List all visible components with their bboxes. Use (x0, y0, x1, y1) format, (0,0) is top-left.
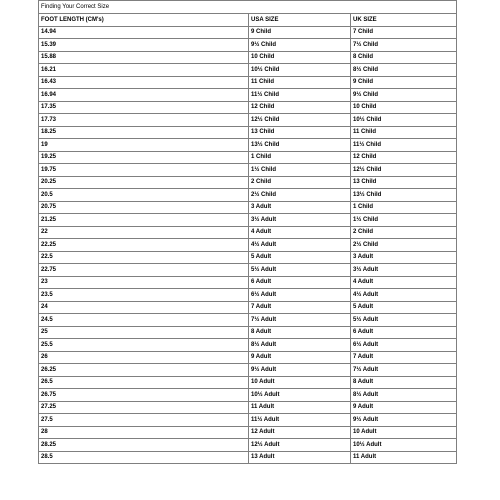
table-row (39, 164, 457, 177)
uk-size-cell: 7½ Adult (351, 364, 457, 377)
usa-size-cell: 12 Child (249, 101, 351, 114)
usa-size-cell: 12½ Adult (249, 439, 351, 452)
usa-size-cell: 10½ Child (249, 64, 351, 77)
table-row (39, 239, 457, 252)
foot-length-cell: 27.5 (39, 414, 249, 427)
uk-size-cell: 7 Adult (351, 351, 457, 364)
table-row (39, 126, 457, 139)
usa-size-cell: 9½ Adult (249, 364, 351, 377)
chart-title: Finding Your Correct Size (39, 1, 457, 14)
foot-length-cell: 23 (39, 276, 249, 289)
foot-length-cell: 19.25 (39, 151, 249, 164)
foot-length-cell: 20.75 (39, 201, 249, 214)
table-row (39, 189, 457, 202)
uk-size-cell: 6 Adult (351, 326, 457, 339)
uk-size-cell: 9½ Adult (351, 414, 457, 427)
table-row (39, 364, 457, 377)
uk-size-cell: 4½ Adult (351, 289, 457, 302)
foot-length-cell: 20.5 (39, 189, 249, 202)
table-row (39, 351, 457, 364)
foot-length-cell: 25.5 (39, 339, 249, 352)
size-chart-body (39, 1, 457, 464)
foot-length-cell: 19.75 (39, 164, 249, 177)
usa-size-cell: 7½ Adult (249, 314, 351, 327)
usa-size-cell: 1 Child (249, 151, 351, 164)
table-row (39, 314, 457, 327)
foot-length-cell: 20.25 (39, 176, 249, 189)
size-chart-table (38, 0, 457, 464)
usa-size-cell: 8 Adult (249, 326, 351, 339)
usa-size-cell: 6½ Adult (249, 289, 351, 302)
uk-size-cell: 8½ Adult (351, 389, 457, 402)
table-row (39, 389, 457, 402)
usa-size-cell: 10½ Adult (249, 389, 351, 402)
foot-length-cell: 26.75 (39, 389, 249, 402)
foot-length-cell: 18.25 (39, 126, 249, 139)
usa-size-cell: 6 Adult (249, 276, 351, 289)
table-row (39, 101, 457, 114)
foot-length-cell: 16.94 (39, 89, 249, 102)
usa-size-cell: 10 Adult (249, 376, 351, 389)
foot-length-cell: 22.5 (39, 251, 249, 264)
usa-size-cell: 7 Adult (249, 301, 351, 314)
uk-size-cell: 13½ Child (351, 189, 457, 202)
usa-size-cell: 2 Child (249, 176, 351, 189)
foot-length-cell: 16.43 (39, 76, 249, 89)
foot-length-cell: 26 (39, 351, 249, 364)
usa-size-cell: 11 Child (249, 76, 351, 89)
foot-length-cell: 22.75 (39, 264, 249, 277)
table-row (39, 139, 457, 152)
uk-size-cell: 7 Child (351, 26, 457, 39)
foot-length-cell: 22.25 (39, 239, 249, 252)
table-row (39, 39, 457, 52)
uk-size-cell: 9 Child (351, 76, 457, 89)
uk-size-cell: 11½ Child (351, 139, 457, 152)
foot-length-cell: 17.35 (39, 101, 249, 114)
foot-length-cell: 25 (39, 326, 249, 339)
foot-length-cell: 19 (39, 139, 249, 152)
foot-length-cell: 26.25 (39, 364, 249, 377)
uk-size-cell: 3 Adult (351, 251, 457, 264)
usa-size-cell: 11½ Adult (249, 414, 351, 427)
header-foot-length: FOOT LENGTH (CM's) (39, 14, 249, 27)
uk-size-cell: 12 Child (351, 151, 457, 164)
uk-size-cell: 11 Adult (351, 451, 457, 464)
title-row (39, 1, 457, 14)
foot-length-cell: 21.25 (39, 214, 249, 227)
uk-size-cell: 2½ Child (351, 239, 457, 252)
foot-length-cell: 15.39 (39, 39, 249, 52)
usa-size-cell: 3½ Adult (249, 214, 351, 227)
uk-size-cell: 8 Child (351, 51, 457, 64)
table-row (39, 451, 457, 464)
usa-size-cell: 11 Adult (249, 401, 351, 414)
foot-length-cell: 22 (39, 226, 249, 239)
table-row (39, 51, 457, 64)
table-row (39, 301, 457, 314)
uk-size-cell: 10 Child (351, 101, 457, 114)
uk-size-cell: 7½ Child (351, 39, 457, 52)
uk-size-cell: 4 Adult (351, 276, 457, 289)
table-row (39, 176, 457, 189)
foot-length-cell: 23.5 (39, 289, 249, 302)
table-row (39, 326, 457, 339)
foot-length-cell: 14.94 (39, 26, 249, 39)
table-row (39, 76, 457, 89)
usa-size-cell: 5 Adult (249, 251, 351, 264)
table-row (39, 376, 457, 389)
foot-length-cell: 28.5 (39, 451, 249, 464)
table-row (39, 414, 457, 427)
table-row (39, 251, 457, 264)
usa-size-cell: 12½ Child (249, 114, 351, 127)
usa-size-cell: 1½ Child (249, 164, 351, 177)
uk-size-cell: 10½ Adult (351, 439, 457, 452)
usa-size-cell: 9 Child (249, 26, 351, 39)
uk-size-cell: 11 Child (351, 126, 457, 139)
uk-size-cell: 6½ Adult (351, 339, 457, 352)
table-row (39, 214, 457, 227)
table-row (39, 201, 457, 214)
usa-size-cell: 8½ Adult (249, 339, 351, 352)
usa-size-cell: 9½ Child (249, 39, 351, 52)
uk-size-cell: 10 Adult (351, 426, 457, 439)
header-row (39, 14, 457, 27)
usa-size-cell: 13 Adult (249, 451, 351, 464)
usa-size-cell: 4½ Adult (249, 239, 351, 252)
table-row (39, 264, 457, 277)
uk-size-cell: 1 Child (351, 201, 457, 214)
usa-size-cell: 2½ Child (249, 189, 351, 202)
usa-size-cell: 9 Adult (249, 351, 351, 364)
uk-size-cell: 13 Child (351, 176, 457, 189)
foot-length-cell: 28 (39, 426, 249, 439)
uk-size-cell: 1½ Child (351, 214, 457, 227)
header-uk-size: UK SIZE (351, 14, 457, 27)
table-row (39, 26, 457, 39)
uk-size-cell: 10½ Child (351, 114, 457, 127)
usa-size-cell: 10 Child (249, 51, 351, 64)
table-row (39, 64, 457, 77)
usa-size-cell: 5½ Adult (249, 264, 351, 277)
usa-size-cell: 4 Adult (249, 226, 351, 239)
table-row (39, 439, 457, 452)
uk-size-cell: 5½ Adult (351, 314, 457, 327)
usa-size-cell: 11½ Child (249, 89, 351, 102)
table-row (39, 401, 457, 414)
uk-size-cell: 8 Adult (351, 376, 457, 389)
foot-length-cell: 26.5 (39, 376, 249, 389)
table-row (39, 114, 457, 127)
uk-size-cell: 2 Child (351, 226, 457, 239)
usa-size-cell: 12 Adult (249, 426, 351, 439)
table-row (39, 151, 457, 164)
uk-size-cell: 12½ Child (351, 164, 457, 177)
table-row (39, 226, 457, 239)
foot-length-cell: 24.5 (39, 314, 249, 327)
table-row (39, 89, 457, 102)
foot-length-cell: 17.73 (39, 114, 249, 127)
foot-length-cell: 16.21 (39, 64, 249, 77)
uk-size-cell: 5 Adult (351, 301, 457, 314)
foot-length-cell: 15.88 (39, 51, 249, 64)
foot-length-cell: 27.25 (39, 401, 249, 414)
usa-size-cell: 13½ Child (249, 139, 351, 152)
usa-size-cell: 3 Adult (249, 201, 351, 214)
uk-size-cell: 8½ Child (351, 64, 457, 77)
foot-length-cell: 28.25 (39, 439, 249, 452)
header-usa-size: USA SIZE (249, 14, 351, 27)
uk-size-cell: 3½ Adult (351, 264, 457, 277)
table-row (39, 289, 457, 302)
uk-size-cell: 9½ Child (351, 89, 457, 102)
table-row (39, 426, 457, 439)
usa-size-cell: 13 Child (249, 126, 351, 139)
table-row (39, 276, 457, 289)
table-row (39, 339, 457, 352)
foot-length-cell: 24 (39, 301, 249, 314)
uk-size-cell: 9 Adult (351, 401, 457, 414)
